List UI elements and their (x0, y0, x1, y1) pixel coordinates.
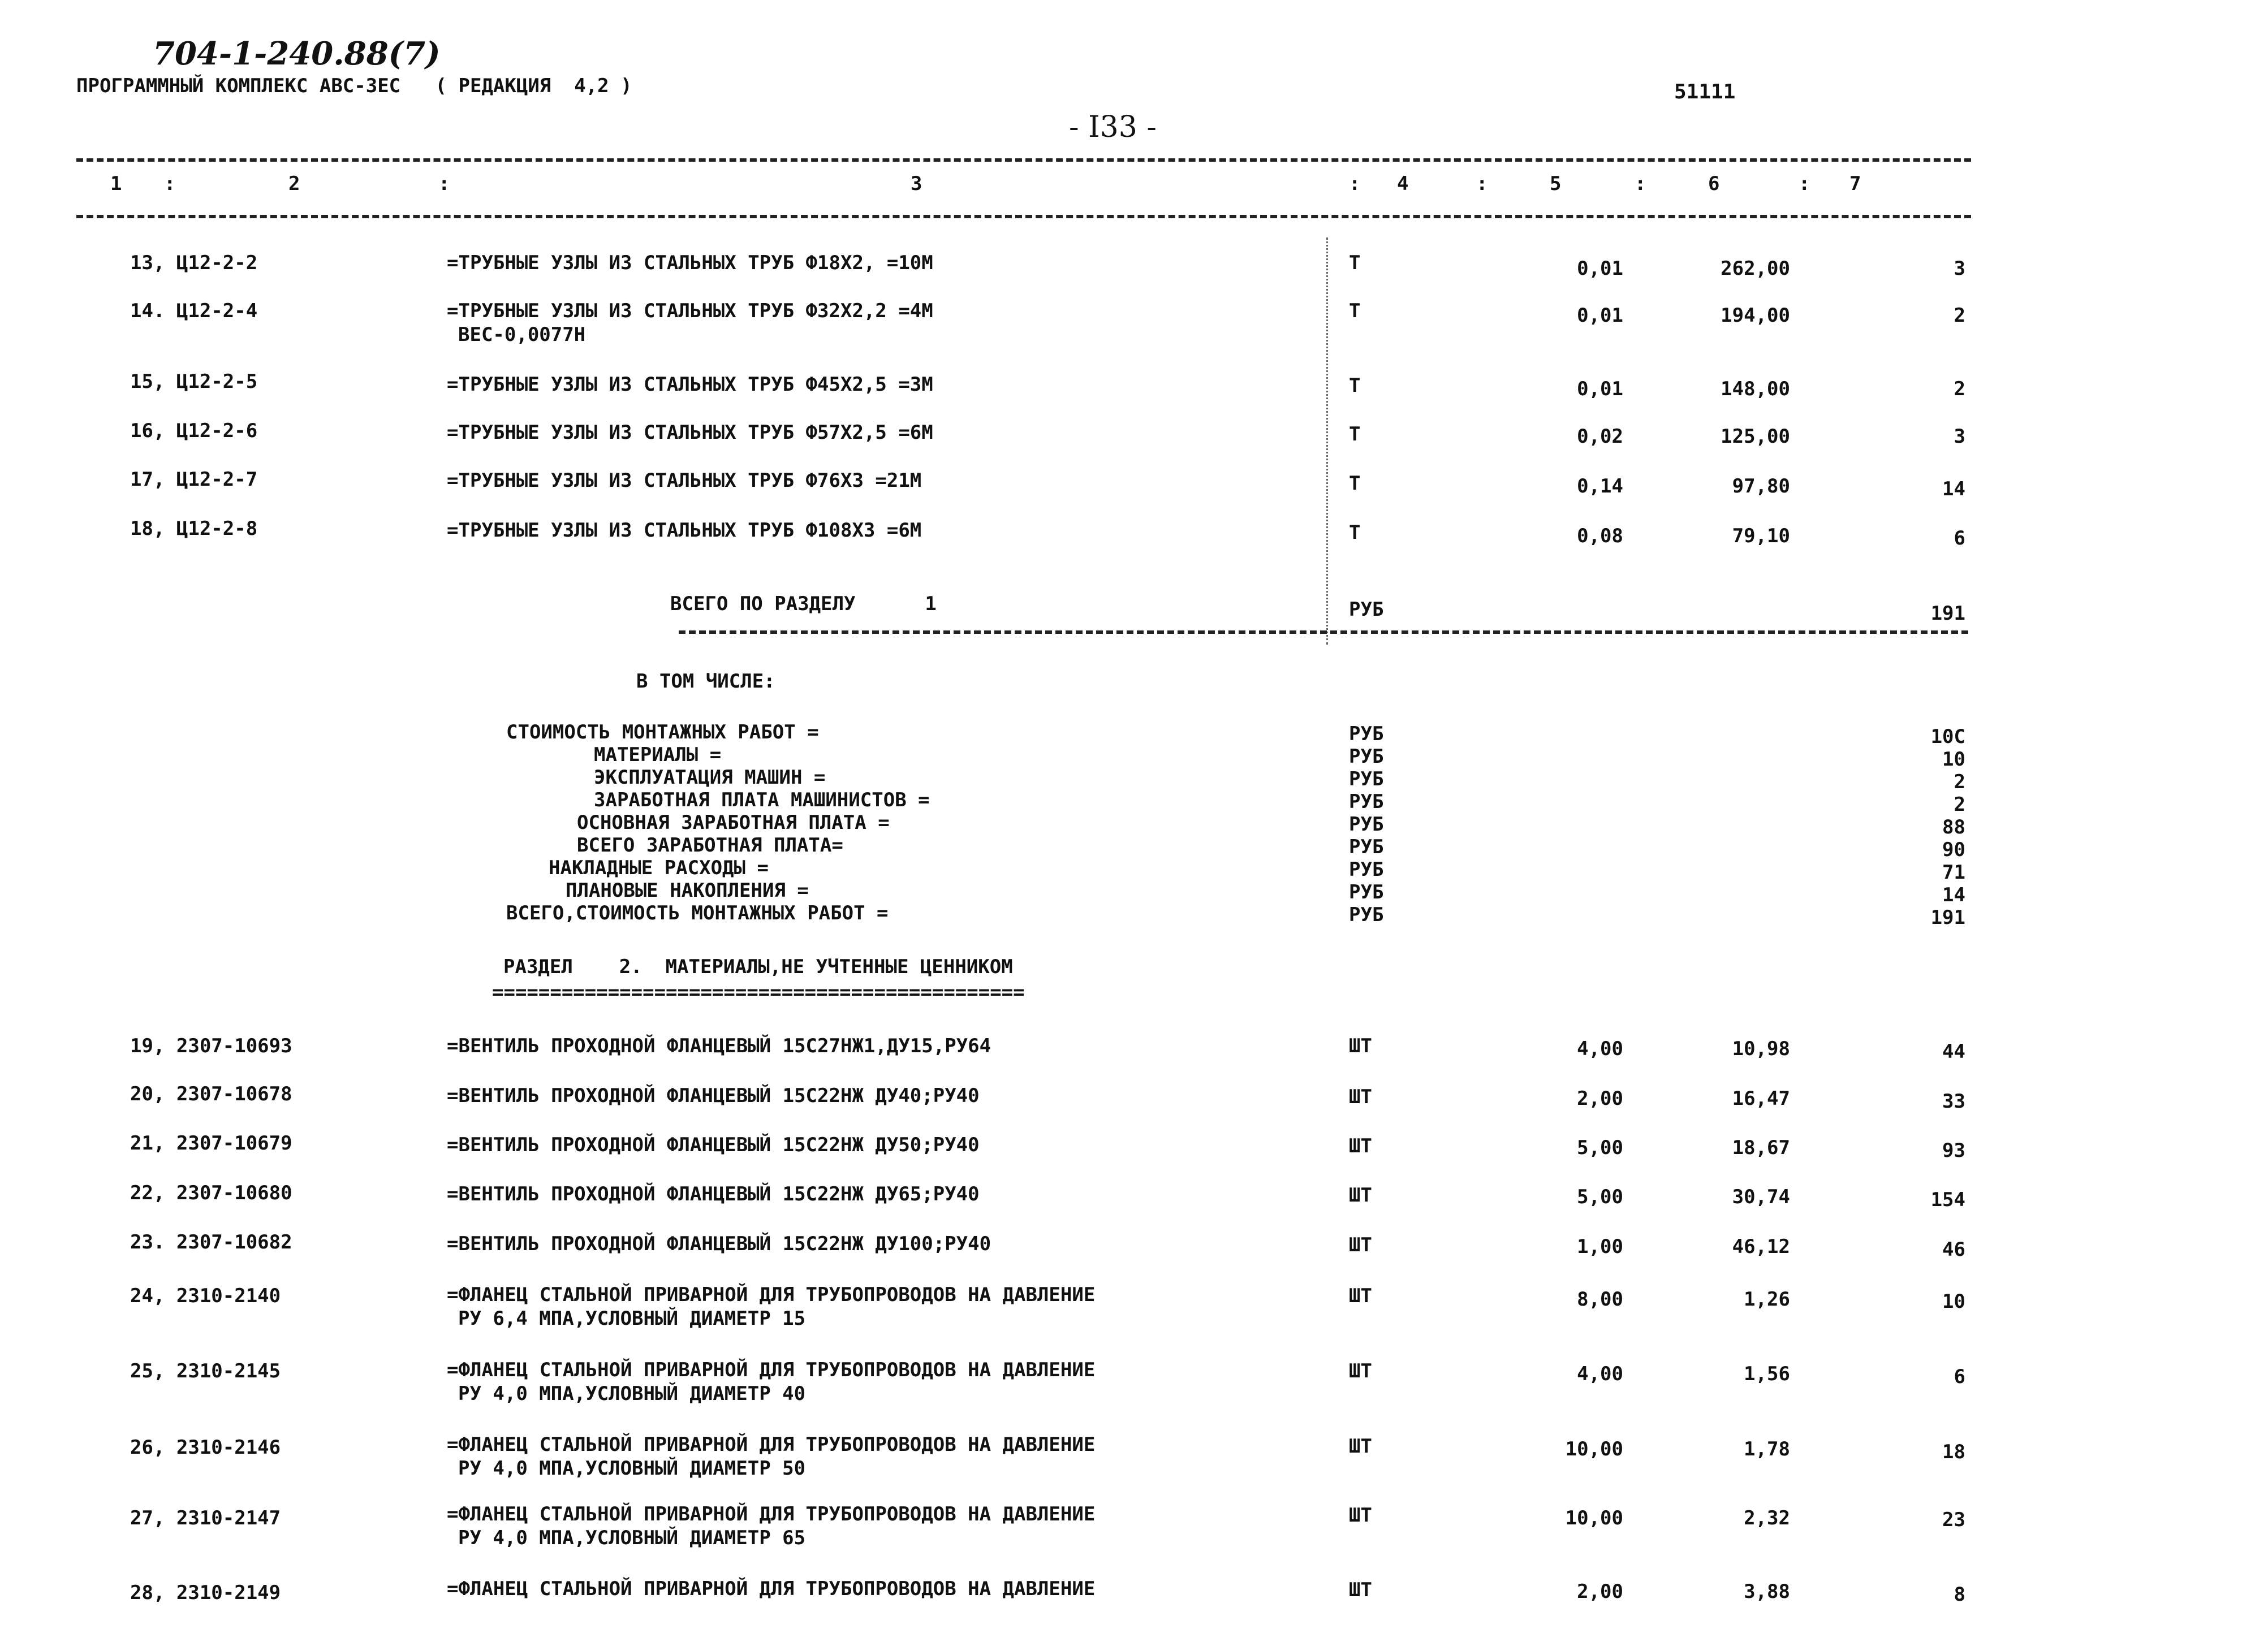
row-quantity: 0,01 (1577, 257, 1623, 280)
row-quantity: 0,08 (1577, 525, 1623, 547)
row-unit: ШТ (1349, 1086, 1372, 1108)
breakdown-unit: РУБ (1349, 745, 1384, 768)
row-code: 26, 2310-2146 (130, 1436, 281, 1459)
row-quantity: 0,14 (1577, 475, 1623, 498)
breakdown-label: МАТЕРИАЛЫ = (594, 744, 722, 766)
row-price: 1,56 (1744, 1363, 1790, 1385)
row-total: 2 (1954, 304, 1965, 327)
row-unit: ШТ (1349, 1184, 1372, 1207)
breakdown-unit: РУБ (1349, 813, 1384, 836)
row-description: =ВЕНТИЛЬ ПРОХОДНОЙ ФЛАНЦЕВЫЙ 15С22НЖ ДУ50;РУ40 (447, 1134, 980, 1156)
row-description: =ВЕНТИЛЬ ПРОХОДНОЙ ФЛАНЦЕВЫЙ 15С27НЖ1,ДУ15,РУ64 (447, 1035, 991, 1057)
breakdown-label: ПЛАНОВЫЕ НАКОПЛЕНИЯ = (566, 879, 809, 902)
breakdown-unit: РУБ (1349, 836, 1384, 858)
breakdown-total: 71 (1942, 861, 1965, 884)
row-description: =ФЛАНЕЦ СТАЛЬНОЙ ПРИВАРНОЙ ДЛЯ ТРУБОПРОВОДОВ НА ДАВЛЕНИЕ (447, 1433, 1096, 1456)
row-code: 28, 2310-2149 (130, 1582, 281, 1604)
breakdown-total: 10С (1930, 725, 1965, 748)
row-price: 1,78 (1744, 1438, 1790, 1461)
col-header-7: 7 (1849, 172, 1861, 195)
row-description: =ВЕНТИЛЬ ПРОХОДНОЙ ФЛАНЦЕВЫЙ 15С22НЖ ДУ65;РУ40 (447, 1183, 980, 1205)
row-code: 24, 2310-2140 (130, 1285, 281, 1307)
row-price: 148,00 (1721, 378, 1790, 400)
breakdown-total: 10 (1942, 748, 1965, 771)
row-description: =ВЕНТИЛЬ ПРОХОДНОЙ ФЛАНЦЕВЫЙ 15С22НЖ ДУ40;РУ40 (447, 1084, 980, 1107)
section-total-label: ВСЕГО ПО РАЗДЕЛУ 1 (670, 593, 937, 615)
row-quantity: 5,00 (1577, 1186, 1623, 1208)
breakdown-total: 88 (1942, 816, 1965, 839)
row-quantity: 4,00 (1577, 1038, 1623, 1060)
page-number: - I33 - (1069, 110, 1157, 144)
in-that-label: В ТОМ ЧИСЛЕ: (636, 670, 775, 693)
section-2-title: РАЗДЕЛ 2. МАТЕРИАЛЫ,НЕ УЧТЕННЫЕ ЦЕННИКОМ (503, 956, 1013, 978)
row-price: 79,10 (1732, 525, 1790, 547)
breakdown-total: 191 (1930, 906, 1965, 929)
col-header-sep-4: : (1476, 172, 1488, 195)
row-unit: ШТ (1349, 1234, 1372, 1256)
section-2-underline: ============================================== (492, 981, 1025, 1004)
row-price: 10,98 (1732, 1038, 1790, 1060)
row-total: 6 (1954, 527, 1965, 550)
col-header-1: 1 (110, 172, 122, 195)
row-price: 16,47 (1732, 1087, 1790, 1110)
row-description-continued: РУ 4,0 МПА,УСЛОВНЫЙ ДИАМЕТР 40 (458, 1382, 806, 1405)
breakdown-label: ЭКСПЛУАТАЦИЯ МАШИН = (594, 766, 826, 789)
row-description-continued: РУ 6,4 МПА,УСЛОВНЫЙ ДИАМЕТР 15 (458, 1307, 806, 1330)
breakdown-unit: РУБ (1349, 858, 1384, 881)
row-description-continued: ВЕС-0,0077Н (458, 323, 586, 346)
row-quantity: 1,00 (1577, 1235, 1623, 1258)
row-description: =ФЛАНЕЦ СТАЛЬНОЙ ПРИВАРНОЙ ДЛЯ ТРУБОПРОВОДОВ НА ДАВЛЕНИЕ (447, 1503, 1096, 1526)
row-total: 44 (1942, 1040, 1965, 1063)
row-description: =ТРУБНЫЕ УЗЛЫ ИЗ СТАЛЬНЫХ ТРУБ Ф18Х2, =10М (447, 252, 933, 274)
row-unit: ШТ (1349, 1504, 1372, 1527)
row-price: 1,26 (1744, 1288, 1790, 1311)
row-unit: ШТ (1349, 1035, 1372, 1057)
row-unit: Т (1349, 252, 1361, 274)
row-description-continued: РУ 4,0 МПА,УСЛОВНЫЙ ДИАМЕТР 50 (458, 1457, 806, 1480)
row-unit: Т (1349, 472, 1361, 495)
row-quantity: 5,00 (1577, 1137, 1623, 1159)
breakdown-unit: РУБ (1349, 881, 1384, 904)
sheet-code: 51111 (1674, 80, 1736, 103)
breakdown-label: ЗАРАБОТНАЯ ПЛАТА МАШИНИСТОВ = (594, 789, 930, 811)
row-total: 14 (1942, 478, 1965, 500)
program-line: ПРОГРАММНЫЙ КОМПЛЕКС АВС-ЗЕС ( РЕДАКЦИЯ 4,2 ) (76, 75, 632, 97)
row-price: 30,74 (1732, 1186, 1790, 1208)
col-header-sep-2: : (438, 172, 450, 195)
breakdown-label: СТОИМОСТЬ МОНТАЖНЫХ РАБОТ = (506, 721, 819, 744)
col-header-sep-6: : (1799, 172, 1810, 195)
row-code: 14. Ц12-2-4 (130, 300, 258, 322)
row-quantity: 2,00 (1577, 1580, 1623, 1603)
col-header-sep-5: : (1635, 172, 1646, 195)
row-description: =ФЛАНЕЦ СТАЛЬНОЙ ПРИВАРНОЙ ДЛЯ ТРУБОПРОВОДОВ НА ДАВЛЕНИЕ (447, 1359, 1096, 1381)
row-total: 10 (1942, 1290, 1965, 1313)
row-price: 125,00 (1721, 425, 1790, 448)
row-description: =ТРУБНЫЕ УЗЛЫ ИЗ СТАЛЬНЫХ ТРУБ Ф108Х3 =6М (447, 519, 922, 542)
row-unit: Т (1349, 423, 1361, 446)
section-total-value: 191 (1930, 602, 1965, 625)
section-total-unit: РУБ (1349, 598, 1384, 621)
row-total: 23 (1942, 1509, 1965, 1531)
row-unit: ШТ (1349, 1579, 1372, 1601)
row-total: 2 (1954, 378, 1965, 400)
row-unit: Т (1349, 374, 1361, 397)
breakdown-unit: РУБ (1349, 768, 1384, 790)
col-header-5: 5 (1550, 172, 1562, 195)
row-code: 19, 2307-10693 (130, 1035, 292, 1057)
breakdown-label: ВСЕГО ЗАРАБОТНАЯ ПЛАТА= (577, 834, 843, 857)
row-price: 18,67 (1732, 1137, 1790, 1159)
row-code: 13, Ц12-2-2 (130, 252, 258, 274)
row-unit: Т (1349, 521, 1361, 544)
row-total: 33 (1942, 1090, 1965, 1113)
row-quantity: 0,02 (1577, 425, 1623, 448)
row-quantity: 4,00 (1577, 1363, 1623, 1385)
row-description: =ТРУБНЫЕ УЗЛЫ ИЗ СТАЛЬНЫХ ТРУБ Ф45Х2,5 =3М (447, 373, 933, 396)
row-price: 194,00 (1721, 304, 1790, 327)
row-price: 2,32 (1744, 1507, 1790, 1529)
row-code: 21, 2307-10679 (130, 1132, 292, 1155)
row-code: 22, 2307-10680 (130, 1182, 292, 1204)
row-code: 27, 2310-2147 (130, 1507, 281, 1529)
row-code: 18, Ц12-2-8 (130, 517, 258, 540)
breakdown-unit: РУБ (1349, 904, 1384, 926)
row-description: =ТРУБНЫЕ УЗЛЫ ИЗ СТАЛЬНЫХ ТРУБ Ф57Х2,5 =6М (447, 421, 933, 444)
row-quantity: 0,01 (1577, 378, 1623, 400)
breakdown-label: НАКЛАДНЫЕ РАСХОДЫ = (549, 857, 769, 879)
row-total: 154 (1930, 1189, 1965, 1211)
col-header-sep-1: : (164, 172, 176, 195)
row-total: 6 (1954, 1366, 1965, 1388)
row-total: 46 (1942, 1238, 1965, 1261)
section-total-rule (679, 630, 1968, 634)
row-price: 97,80 (1732, 475, 1790, 498)
breakdown-label: ВСЕГО,СТОИМОСТЬ МОНТАЖНЫХ РАБОТ = (506, 902, 889, 924)
breakdown-unit: РУБ (1349, 723, 1384, 745)
row-code: 17, Ц12-2-7 (130, 468, 258, 491)
row-total: 18 (1942, 1441, 1965, 1463)
row-quantity: 10,00 (1565, 1507, 1623, 1529)
header-rule-bottom (76, 215, 1971, 218)
col-header-4: 4 (1397, 172, 1409, 195)
row-unit: Т (1349, 300, 1361, 322)
column-divider (1326, 237, 1328, 645)
row-code: 23. 2307-10682 (130, 1231, 292, 1254)
breakdown-total: 2 (1954, 793, 1965, 816)
col-header-sep-3: : (1349, 172, 1361, 195)
row-quantity: 8,00 (1577, 1288, 1623, 1311)
row-unit: ШТ (1349, 1135, 1372, 1157)
breakdown-total: 14 (1942, 884, 1965, 906)
row-description: =ТРУБНЫЕ УЗЛЫ ИЗ СТАЛЬНЫХ ТРУБ Ф76Х3 =21М (447, 469, 922, 492)
row-unit: ШТ (1349, 1285, 1372, 1307)
row-code: 16, Ц12-2-6 (130, 420, 258, 442)
breakdown-unit: РУБ (1349, 790, 1384, 813)
row-price: 3,88 (1744, 1580, 1790, 1603)
breakdown-total: 2 (1954, 771, 1965, 793)
row-total: 8 (1954, 1583, 1965, 1606)
row-description: =ФЛАНЕЦ СТАЛЬНОЙ ПРИВАРНОЙ ДЛЯ ТРУБОПРОВОДОВ НА ДАВЛЕНИЕ (447, 1578, 1096, 1600)
col-header-2: 2 (288, 172, 300, 195)
row-total: 3 (1954, 257, 1965, 280)
row-unit: ШТ (1349, 1435, 1372, 1458)
row-description-continued: РУ 4,0 МПА,УСЛОВНЫЙ ДИАМЕТР 65 (458, 1527, 806, 1549)
row-code: 20, 2307-10678 (130, 1083, 292, 1105)
row-price: 46,12 (1732, 1235, 1790, 1258)
breakdown-total: 90 (1942, 839, 1965, 861)
col-header-6: 6 (1708, 172, 1720, 195)
breakdown-label: ОСНОВНАЯ ЗАРАБОТНАЯ ПЛАТА = (577, 811, 890, 834)
row-description: =ФЛАНЕЦ СТАЛЬНОЙ ПРИВАРНОЙ ДЛЯ ТРУБОПРОВОДОВ НА ДАВЛЕНИЕ (447, 1284, 1096, 1306)
row-total: 93 (1942, 1139, 1965, 1162)
row-description: =ВЕНТИЛЬ ПРОХОДНОЙ ФЛАНЦЕВЫЙ 15С22НЖ ДУ100;РУ40 (447, 1233, 991, 1255)
col-header-3: 3 (911, 172, 922, 195)
document-code: 704-1-240.88(7) (153, 35, 441, 72)
row-price: 262,00 (1721, 257, 1790, 280)
row-quantity: 2,00 (1577, 1087, 1623, 1110)
row-description: =ТРУБНЫЕ УЗЛЫ ИЗ СТАЛЬНЫХ ТРУБ Ф32Х2,2 =4М (447, 300, 933, 322)
row-code: 15, Ц12-2-5 (130, 370, 258, 393)
row-total: 3 (1954, 425, 1965, 448)
row-code: 25, 2310-2145 (130, 1360, 281, 1382)
row-quantity: 0,01 (1577, 304, 1623, 327)
row-unit: ШТ (1349, 1360, 1372, 1382)
header-rule-top (76, 158, 1971, 162)
row-quantity: 10,00 (1565, 1438, 1623, 1461)
